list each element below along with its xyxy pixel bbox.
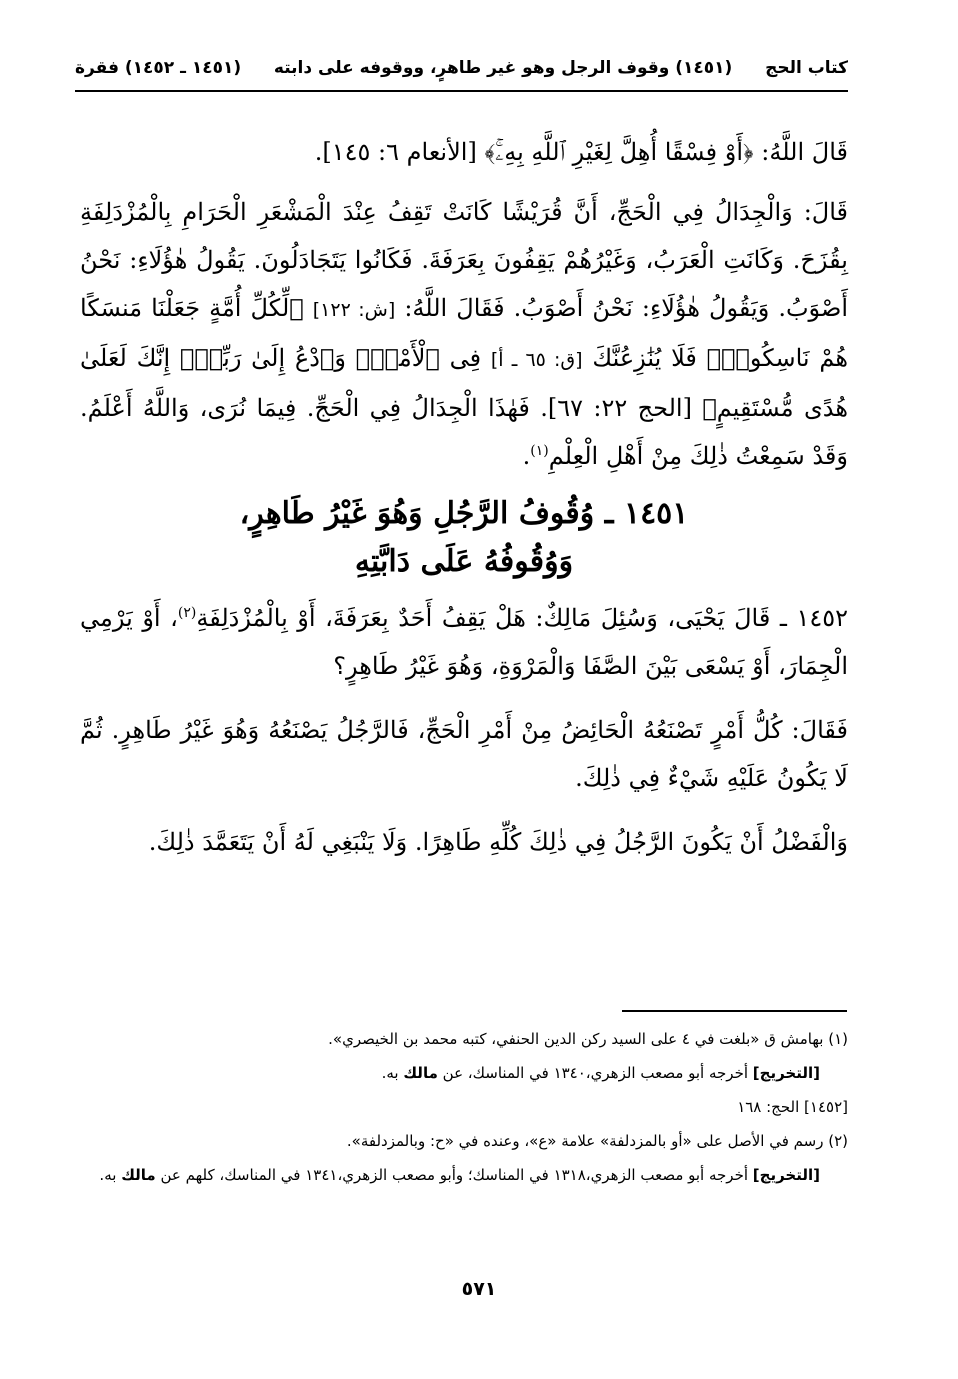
main-text	[80, 128, 848, 866]
verse-reference: [الحج ٢٢: ٦٧].	[540, 394, 692, 422]
header-divider	[75, 90, 848, 92]
takhrij-end: به.	[381, 1064, 399, 1082]
header-chapter-title: (١٤٥١) وقوف الرجل وهو غير طاهرٍ، ووقوفه على دابته	[273, 58, 733, 78]
verse-reference: [الأنعام ٦: ١٤٥].	[314, 138, 477, 166]
paragraph-answer: فَقَالَ: كُلُّ أَمْرٍ تَصْنَعُهُ الْحَائِضُ مِنْ أَمْرِ الْحَجِّ، فَالرَّجُلُ يَصْنَعُهُ وَهُوَ غَيْرُ طَاهِرٍ. ثُمَّ لَا يَكُونُ عَلَيْهِ شَيْءٌ فِي ذٰلِكَ.	[80, 716, 848, 792]
footnote-marker[interactable]: (٢)	[177, 605, 197, 621]
quran-verse: فِى ٱلْأَمْرِۚ وَٱدْعُ إِلَىٰ رَبِّكَۖ إِنَّكَ لَعَلَىٰ هُدًى مُّسْتَقِيمٍ﴾	[80, 344, 848, 422]
quote-lead: قَالَ اللَّهُ:	[761, 138, 848, 166]
paragraph-preference: وَالْفَضْلُ أَنْ يَكُونَ الرَّجُلُ فِي ذٰلِكَ كُلِّهِ طَاهِرًا. وَلَا يَنْبَغِي لَهُ أَنْ يَتَعَمَّدَ ذٰلِكَ.	[148, 828, 848, 856]
footnotes	[85, 1022, 848, 1192]
paragraph-end: .	[522, 442, 531, 470]
hadith-reference-line: [١٤٥٢] الحج: ١٦٨	[737, 1098, 848, 1116]
paragraph-jidal	[80, 188, 848, 480]
paragraph-question	[80, 594, 848, 690]
footnote-divider	[622, 1010, 847, 1012]
footnote-1-takhrij	[85, 1056, 848, 1090]
takhrij-label: [التخريج]	[752, 1064, 820, 1082]
section-heading-line1: ١٤٥١ ـ وُقُوفُ الرَّجُلِ وَهُوَ غَيْرُ طَاهِرٍ،	[239, 496, 689, 531]
footnote-marker[interactable]: (١)	[530, 443, 549, 459]
manuscript-reference: [ق: ٦٥ ـ أ]	[490, 349, 583, 371]
footnote-2-takhrij	[85, 1158, 848, 1192]
page-number: ٥٧١	[461, 1278, 497, 1300]
paragraph-text: قَالَ: وَالْجِدَالُ فِي الْحَجِّ، أَنَّ قُرَيْشًا كَانَتْ تَقِفُ عِنْدَ الْمَشْعَرِ الْحَرَامِ بِالْمُزْدَلِفَةِ بِقُزَحَ. وَكَانَتِ الْعَرَبُ، وَغَيْرُهُمْ يَقِفُونَ بِعَرَفَةَ. فَكَانُوا يَتَجَادَلُونَ. يَقُولُ هٰؤُلَاءِ: نَحْنُ أَصْوَبُ. وَيَقُولُ هٰؤُلَاءِ: نَحْنُ أَصْوَبُ. فَقَالَ اللَّهُ:	[80, 198, 849, 322]
quran-quote-line	[80, 128, 848, 176]
takhrij-text: أخرجه أبو مصعب الزهري،١٣٤٠ في المناسك، عن	[442, 1064, 749, 1082]
header-paragraph-range: (١٤٥١ ـ ١٤٥٢) فقرة	[75, 58, 242, 78]
takhrij-label: [التخريج]	[752, 1166, 820, 1184]
section-heading-line2: وَوُقُوفُهُ عَلَى دَابَّتِهِ	[354, 544, 574, 579]
paragraph-text: فَهٰذَا الْجِدَالُ فِي الْحَجِّ. فِيمَا نُرَى، وَاللَّهُ أَعْلَمُ. وَقَدْ سَمِعْتُ ذٰلِكَ مِنْ أَهْلِ الْعِلْمِ	[80, 394, 848, 470]
takhrij-name: مالك	[121, 1166, 156, 1184]
manuscript-reference: [ش: ١٢٢]	[312, 299, 396, 321]
takhrij-end: به.	[99, 1166, 117, 1184]
quran-verse: ﴿أَوْ فِسْقًا أُهِلَّ لِغَيْرِ ٱللَّهِ بِهِۦۚ﴾	[484, 138, 754, 166]
running-header	[75, 52, 848, 84]
paragraph-text: ١٤٥٢ ـ قَالَ يَحْيَى، وَسُئِلَ مَالِكٌ: هَلْ يَقِفُ أَحَدٌ بِعَرَفَةَ، أَوْ بِالْمُزْدَلِفَةِ	[196, 604, 848, 632]
section-heading	[80, 490, 848, 586]
header-book-title: كتاب الحج	[765, 58, 848, 78]
paragraph-text: ، أَوْ يَرْمِي الْجِمَارَ، أَوْ يَسْعَى بَيْنَ الصَّفَا وَالْمَرْوَةِ، وَهُوَ غَيْرُ طَاهِرٍ؟	[80, 604, 848, 680]
takhrij-text: أخرجه أبو مصعب الزهري،١٣١٨ في المناسك؛ وأبو مصعب الزهري،١٣٤١ في المناسك، كلهم عن	[160, 1166, 749, 1184]
quran-verse: ﴿لِّكُلِّ أُمَّةٍ جَعَلْنَا مَنسَكًا هُمْ نَاسِكُوهُۖ فَلَا يُنَٰزِعُنَّكَ	[80, 294, 848, 372]
footnote-1: (١) بهامش ق «بلغت في ٤ على السيد ركن الدين الحنفي، كتبه محمد بن الخيصري».	[328, 1030, 848, 1048]
takhrij-name: مالك	[403, 1064, 438, 1082]
footnote-2: (٢) رسم في الأصل على «أو بالمزدلفة» علامة «ع»، وعنده في «ح: وبالمزدلفة».	[346, 1132, 848, 1150]
